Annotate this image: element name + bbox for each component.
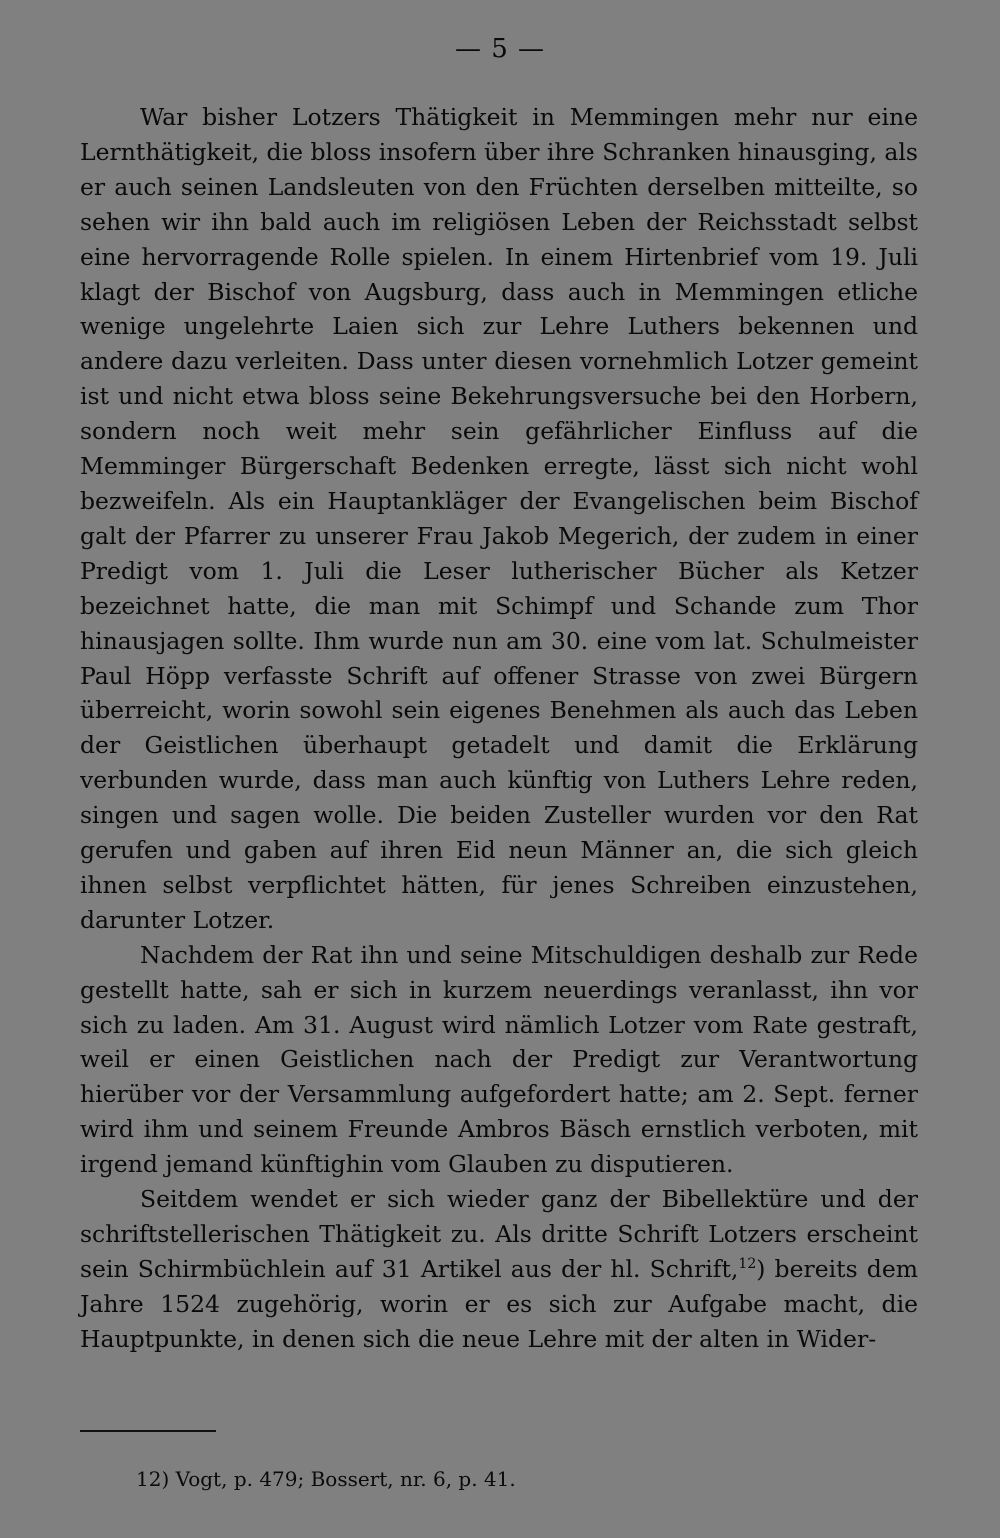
footnote: 12) Vogt, p. 479; Bossert, nr. 6, p. 41. (136, 1467, 516, 1491)
footnote-reference[interactable]: 12 (738, 1255, 757, 1272)
body-text (80, 100, 918, 1357)
paragraph-3-text: Seitdem wendet er sich wieder ganz der Bibellektüre und der schriftstellerischen Thätigkeit zu. Als dritte Schrift Lotzers erscheint sein Schirmbüchlein auf 31 Artikel aus der hl. Schrift, (80, 1185, 918, 1283)
footnote-divider (80, 1430, 216, 1432)
page-number: — 5 — (454, 34, 546, 64)
paragraph-3-text-continued: ) bereits dem Jahre 1524 zugehörig, worin er es sich zur Aufgabe macht, die Hauptpunkte, in denen sich die neue Lehre mit der alten in Wider- (80, 1254, 919, 1353)
paragraph-3 (80, 1182, 918, 1357)
paragraph-2: Nachdem der Rat ihn und seine Mitschuldigen deshalb zur Rede gestellt hatte, sah er sich in kurzem neuerdings veranlasst, ihn vor sich zu laden. Am 31. August wird nämlich Lotzer vom Rate gestraft, weil er einen Geistlichen nach der Predigt zur Verantwortung hierüber vor der Versammlung aufgefordert hatte; am 2. Sept. ferner wird ihm und seinem Freunde Ambros Bäsch ernstlich verboten, mit irgend jemand künftighin vom Glauben zu disputieren. (80, 940, 918, 1179)
paragraph-1: War bisher Lotzers Thätigkeit in Memmingen mehr nur eine Lernthätigkeit, die bloss insofern über ihre Schranken hinausging, als er auch seinen Landsleuten von den Früchten derselben mitteilte, so sehen wir ihn bald auch im religiösen Leben der Reichsstadt selbst eine hervorragende Rolle spielen. In einem Hirtenbrief vom 19. Juli klagt der Bischof von Augsburg, dass auch in Memmingen etliche wenige ungelehrte Laien sich zur Lehre Luthers bekennen und andere dazu verleiten. Dass unter diesen vornehmlich Lotzer gemeint ist und nicht etwa bloss seine Bekehrungsversuche bei den Horbern, sondern noch weit mehr sein gefährlicher Einfluss auf die Memminger Bürgerschaft Bedenken erregte, lässt sich nicht wohl bezweifeln. Als ein Hauptankläger der Evangelischen beim Bischof galt der Pfarrer zu unserer Frau Jakob Megerich, der zudem in einer Predigt vom 1. Juli die Leser lutherischer Bücher als Ketzer bezeichnet hatte, die man mit Schimpf und Schande zum Thor hinausjagen sollte. Ihm wurde nun am 30. eine vom lat. Schulmeister Paul Höpp verfasste Schrift auf offener Strasse von zwei Bürgern überreicht, worin sowohl sein eigenes Benehmen als auch das Leben der Geistlichen überhaupt getadelt und damit die Erklärung verbunden wurde, dass man auch künftig von Luthers Lehre reden, singen und sagen wolle. Die beiden Zusteller wurden vor den Rat gerufen und gaben auf ihren Eid neun Männer an, die sich gleich ihnen selbst verpflichtet hätten, für jenes Schreiben einzustehen, darunter Lotzer. (80, 103, 918, 934)
